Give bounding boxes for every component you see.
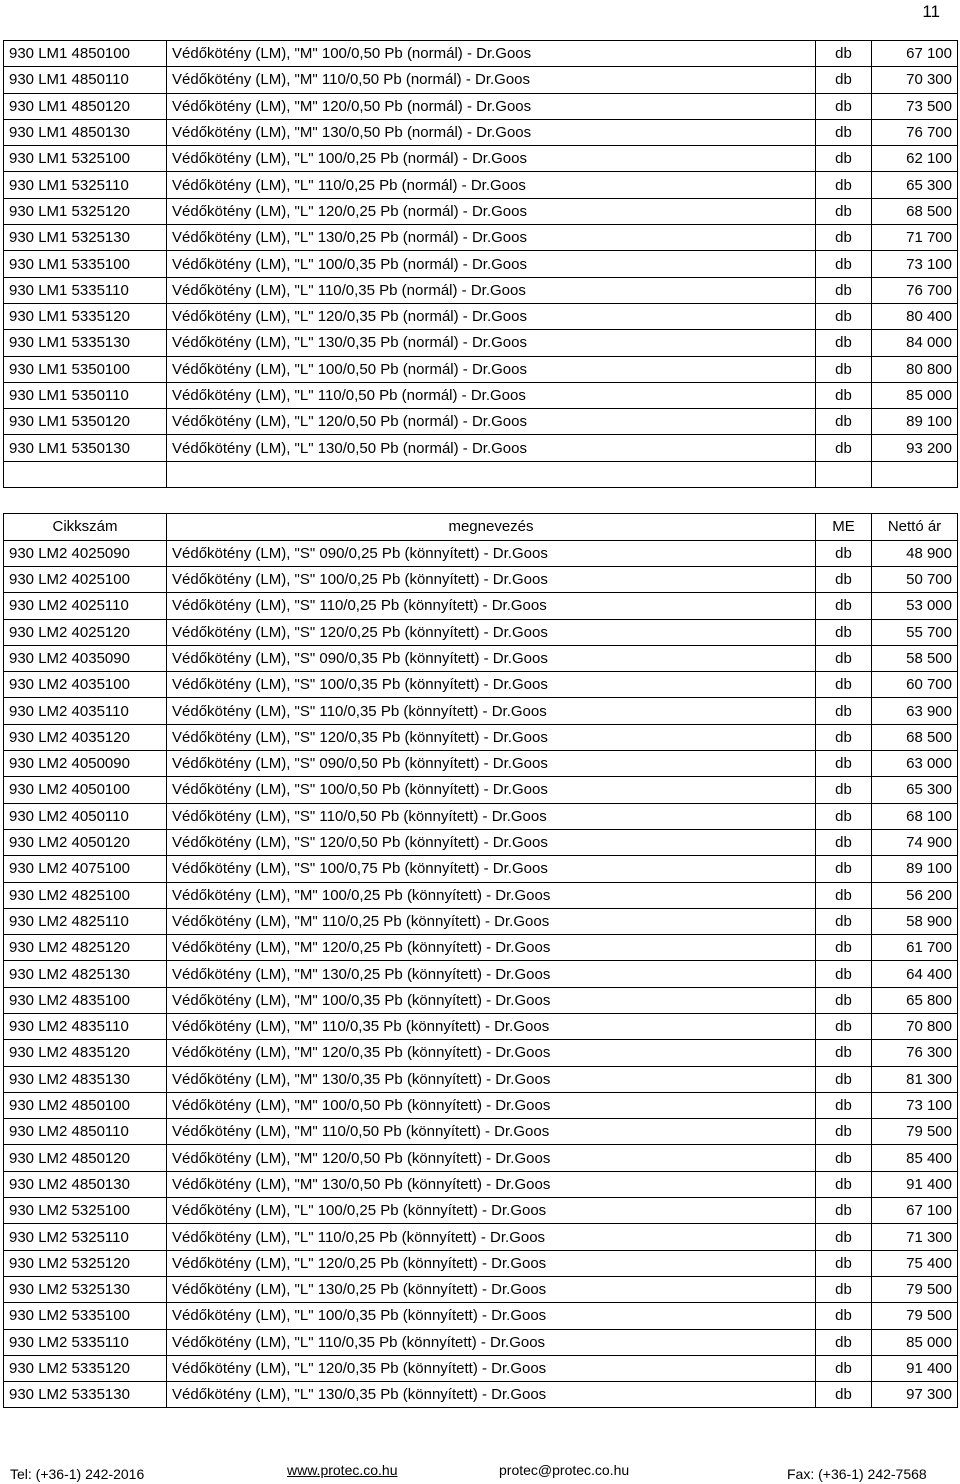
item-price: 58 900 — [872, 908, 958, 934]
item-price: 50 700 — [872, 566, 958, 592]
item-price: 80 800 — [872, 356, 958, 382]
table-header-row — [4, 514, 958, 540]
item-name: Védőkötény (LM), "L" 120/0,50 Pb (normál) - Dr.Goos — [167, 409, 816, 435]
table-row — [4, 645, 958, 671]
item-name: Védőkötény (LM), "M" 110/0,50 Pb (könnyített) - Dr.Goos — [167, 1119, 816, 1145]
footer-email[interactable]: protec@protec.co.hu — [499, 1462, 630, 1478]
item-name: Védőkötény (LM), "S" 090/0,35 Pb (könnyített) - Dr.Goos — [167, 645, 816, 671]
table-row — [4, 698, 958, 724]
item-unit: db — [816, 119, 872, 145]
table-row — [4, 566, 958, 592]
item-unit: db — [816, 1066, 872, 1092]
table-row — [4, 303, 958, 329]
item-name: Védőkötény (LM), "M" 110/0,50 Pb (normál) - Dr.Goos — [167, 67, 816, 93]
table-row — [4, 1355, 958, 1381]
item-price: 60 700 — [872, 672, 958, 698]
item-code: 930 LM2 4025120 — [4, 619, 167, 645]
item-unit: db — [816, 67, 872, 93]
empty-row — [4, 461, 958, 487]
item-price: 68 500 — [872, 724, 958, 750]
header-price: Nettó ár — [872, 514, 958, 540]
item-price: 62 100 — [872, 146, 958, 172]
page-number: 11 — [922, 2, 940, 21]
footer-phone: Tel: (+36-1) 242-2016 — [10, 1466, 145, 1482]
table-row — [4, 435, 958, 461]
item-code: 930 LM2 4825100 — [4, 882, 167, 908]
table-row — [4, 1145, 958, 1171]
item-unit: db — [816, 1224, 872, 1250]
table-row — [4, 1303, 958, 1329]
item-unit: db — [816, 356, 872, 382]
item-unit: db — [816, 303, 872, 329]
item-unit: db — [816, 1250, 872, 1276]
item-unit: db — [816, 1303, 872, 1329]
item-name: Védőkötény (LM), "M" 100/0,35 Pb (könnyített) - Dr.Goos — [167, 987, 816, 1013]
item-unit: db — [816, 698, 872, 724]
item-unit: db — [816, 908, 872, 934]
item-price: 64 400 — [872, 961, 958, 987]
item-name: Védőkötény (LM), "L" 110/0,35 Pb (normál) - Dr.Goos — [167, 277, 816, 303]
item-name: Védőkötény (LM), "M" 110/0,35 Pb (könnyített) - Dr.Goos — [167, 1013, 816, 1039]
item-code: 930 LM1 5325130 — [4, 225, 167, 251]
gap-cell — [4, 488, 958, 514]
item-price: 67 100 — [872, 41, 958, 67]
table-row — [4, 1066, 958, 1092]
item-code: 930 LM1 5325100 — [4, 146, 167, 172]
table-row — [4, 67, 958, 93]
item-name: Védőkötény (LM), "L" 100/0,35 Pb (normál) - Dr.Goos — [167, 251, 816, 277]
table-row — [4, 1329, 958, 1355]
table-row — [4, 1382, 958, 1408]
item-unit: db — [816, 409, 872, 435]
item-price: 63 900 — [872, 698, 958, 724]
table-row — [4, 1040, 958, 1066]
item-unit: db — [816, 619, 872, 645]
item-name: Védőkötény (LM), "M" 130/0,25 Pb (könnyített) - Dr.Goos — [167, 961, 816, 987]
item-code: 930 LM2 4835100 — [4, 987, 167, 1013]
item-unit: db — [816, 803, 872, 829]
item-code: 930 LM2 4050110 — [4, 803, 167, 829]
item-name: Védőkötény (LM), "L" 100/0,25 Pb (könnyített) - Dr.Goos — [167, 1198, 816, 1224]
item-code: 930 LM1 5350110 — [4, 382, 167, 408]
table-row — [4, 225, 958, 251]
item-price: 58 500 — [872, 645, 958, 671]
item-price: 73 100 — [872, 251, 958, 277]
page-footer — [0, 1462, 960, 1484]
item-name: Védőkötény (LM), "L" 120/0,25 Pb (könnyített) - Dr.Goos — [167, 1250, 816, 1276]
item-code: 930 LM2 5335130 — [4, 1382, 167, 1408]
item-name: Védőkötény (LM), "L" 130/0,50 Pb (normál) - Dr.Goos — [167, 435, 816, 461]
item-unit: db — [816, 225, 872, 251]
item-name: Védőkötény (LM), "L" 120/0,25 Pb (normál) - Dr.Goos — [167, 198, 816, 224]
item-price: 79 500 — [872, 1276, 958, 1302]
empty-cell — [167, 461, 816, 487]
header-code: Cikkszám — [4, 514, 167, 540]
item-code: 930 LM2 5325130 — [4, 1276, 167, 1302]
item-code: 930 LM2 5335120 — [4, 1355, 167, 1381]
item-name: Védőkötény (LM), "M" 120/0,50 Pb (könnyített) - Dr.Goos — [167, 1145, 816, 1171]
table-row — [4, 277, 958, 303]
item-name: Védőkötény (LM), "S" 100/0,50 Pb (könnyített) - Dr.Goos — [167, 777, 816, 803]
item-price: 85 000 — [872, 382, 958, 408]
item-code: 930 LM1 5335120 — [4, 303, 167, 329]
item-price: 65 800 — [872, 987, 958, 1013]
item-code: 930 LM1 5335130 — [4, 330, 167, 356]
item-price: 76 700 — [872, 277, 958, 303]
item-unit: db — [816, 829, 872, 855]
item-code: 930 LM2 4050120 — [4, 829, 167, 855]
item-name: Védőkötény (LM), "M" 120/0,25 Pb (könnyített) - Dr.Goos — [167, 935, 816, 961]
item-price: 65 300 — [872, 777, 958, 803]
item-price: 65 300 — [872, 172, 958, 198]
item-unit: db — [816, 93, 872, 119]
table-row — [4, 856, 958, 882]
item-code: 930 LM2 4050090 — [4, 751, 167, 777]
item-price: 91 400 — [872, 1171, 958, 1197]
item-name: Védőkötény (LM), "L" 130/0,25 Pb (könnyített) - Dr.Goos — [167, 1276, 816, 1302]
item-unit: db — [816, 1171, 872, 1197]
item-price: 56 200 — [872, 882, 958, 908]
footer-website-link[interactable]: www.protec.co.hu — [287, 1462, 398, 1478]
item-unit: db — [816, 540, 872, 566]
item-code: 930 LM1 4850110 — [4, 67, 167, 93]
item-unit: db — [816, 856, 872, 882]
table-row — [4, 961, 958, 987]
item-code: 930 LM2 4025100 — [4, 566, 167, 592]
item-price: 73 100 — [872, 1092, 958, 1118]
item-code: 930 LM2 5325120 — [4, 1250, 167, 1276]
item-price: 74 900 — [872, 829, 958, 855]
table-row — [4, 882, 958, 908]
item-price: 79 500 — [872, 1303, 958, 1329]
item-name: Védőkötény (LM), "L" 130/0,35 Pb (normál) - Dr.Goos — [167, 330, 816, 356]
item-unit: db — [816, 882, 872, 908]
item-price: 85 400 — [872, 1145, 958, 1171]
table-row — [4, 751, 958, 777]
item-price: 84 000 — [872, 330, 958, 356]
table-row — [4, 935, 958, 961]
table-row — [4, 724, 958, 750]
table-row — [4, 198, 958, 224]
item-price: 70 300 — [872, 67, 958, 93]
table-row — [4, 593, 958, 619]
item-name: Védőkötény (LM), "S" 100/0,75 Pb (könnyített) - Dr.Goos — [167, 856, 816, 882]
item-name: Védőkötény (LM), "L" 110/0,25 Pb (könnyített) - Dr.Goos — [167, 1224, 816, 1250]
item-unit: db — [816, 987, 872, 1013]
table-row — [4, 172, 958, 198]
table-row — [4, 356, 958, 382]
item-unit: db — [816, 1382, 872, 1408]
item-code: 930 LM2 4035110 — [4, 698, 167, 724]
item-code: 930 LM2 4825110 — [4, 908, 167, 934]
price-list-body — [4, 41, 958, 1408]
table-row — [4, 1171, 958, 1197]
item-price: 80 400 — [872, 303, 958, 329]
item-name: Védőkötény (LM), "M" 130/0,35 Pb (könnyített) - Dr.Goos — [167, 1066, 816, 1092]
item-name: Védőkötény (LM), "L" 100/0,50 Pb (normál) - Dr.Goos — [167, 356, 816, 382]
item-price: 75 400 — [872, 1250, 958, 1276]
item-name: Védőkötény (LM), "L" 100/0,25 Pb (normál) - Dr.Goos — [167, 146, 816, 172]
item-code: 930 LM2 5325100 — [4, 1198, 167, 1224]
item-code: 930 LM2 4835120 — [4, 1040, 167, 1066]
item-name: Védőkötény (LM), "S" 120/0,25 Pb (könnyített) - Dr.Goos — [167, 619, 816, 645]
item-unit: db — [816, 1013, 872, 1039]
item-name: Védőkötény (LM), "M" 100/0,25 Pb (könnyített) - Dr.Goos — [167, 882, 816, 908]
item-code: 930 LM2 4825130 — [4, 961, 167, 987]
header-unit: ME — [816, 514, 872, 540]
table-row — [4, 1250, 958, 1276]
item-price: 55 700 — [872, 619, 958, 645]
item-unit: db — [816, 330, 872, 356]
table-row — [4, 908, 958, 934]
item-code: 930 LM2 4035100 — [4, 672, 167, 698]
item-unit: db — [816, 1198, 872, 1224]
table-row — [4, 119, 958, 145]
item-unit: db — [816, 961, 872, 987]
item-unit: db — [816, 198, 872, 224]
item-code: 930 LM2 4825120 — [4, 935, 167, 961]
item-price: 68 500 — [872, 198, 958, 224]
item-code: 930 LM2 4050100 — [4, 777, 167, 803]
item-code: 930 LM2 4025090 — [4, 540, 167, 566]
item-name: Védőkötény (LM), "L" 130/0,25 Pb (normál) - Dr.Goos — [167, 225, 816, 251]
table-row — [4, 251, 958, 277]
table-row — [4, 1276, 958, 1302]
item-unit: db — [816, 41, 872, 67]
item-unit: db — [816, 645, 872, 671]
item-name: Védőkötény (LM), "S" 120/0,35 Pb (könnyített) - Dr.Goos — [167, 724, 816, 750]
item-unit: db — [816, 566, 872, 592]
item-unit: db — [816, 172, 872, 198]
empty-cell — [4, 461, 167, 487]
item-price: 89 100 — [872, 409, 958, 435]
item-name: Védőkötény (LM), "S" 120/0,50 Pb (könnyített) - Dr.Goos — [167, 829, 816, 855]
item-price: 85 000 — [872, 1329, 958, 1355]
item-unit: db — [816, 935, 872, 961]
item-unit: db — [816, 1145, 872, 1171]
table-row — [4, 1198, 958, 1224]
item-unit: db — [816, 1119, 872, 1145]
item-code: 930 LM1 5325120 — [4, 198, 167, 224]
item-code: 930 LM1 4850120 — [4, 93, 167, 119]
table-row — [4, 146, 958, 172]
item-name: Védőkötény (LM), "S" 110/0,35 Pb (könnyített) - Dr.Goos — [167, 698, 816, 724]
item-name: Védőkötény (LM), "S" 100/0,35 Pb (könnyített) - Dr.Goos — [167, 672, 816, 698]
item-code: 930 LM1 5350130 — [4, 435, 167, 461]
item-unit: db — [816, 672, 872, 698]
item-unit: db — [816, 1355, 872, 1381]
item-price: 79 500 — [872, 1119, 958, 1145]
item-unit: db — [816, 724, 872, 750]
item-price: 48 900 — [872, 540, 958, 566]
item-name: Védőkötény (LM), "L" 100/0,35 Pb (könnyített) - Dr.Goos — [167, 1303, 816, 1329]
item-code: 930 LM1 5335100 — [4, 251, 167, 277]
table-row — [4, 1013, 958, 1039]
item-unit: db — [816, 277, 872, 303]
item-code: 930 LM2 4075100 — [4, 856, 167, 882]
item-price: 97 300 — [872, 1382, 958, 1408]
item-unit: db — [816, 1040, 872, 1066]
empty-cell — [816, 461, 872, 487]
item-price: 61 700 — [872, 935, 958, 961]
item-price: 53 000 — [872, 593, 958, 619]
item-unit: db — [816, 382, 872, 408]
item-code: 930 LM2 4035090 — [4, 645, 167, 671]
item-code: 930 LM2 4025110 — [4, 593, 167, 619]
table-row — [4, 540, 958, 566]
table-row — [4, 382, 958, 408]
table-row — [4, 1092, 958, 1118]
item-name: Védőkötény (LM), "M" 130/0,50 Pb (normál) - Dr.Goos — [167, 119, 816, 145]
table-row — [4, 93, 958, 119]
header-name: megnevezés — [167, 514, 816, 540]
item-code: 930 LM2 4035120 — [4, 724, 167, 750]
item-unit: db — [816, 251, 872, 277]
item-name: Védőkötény (LM), "L" 120/0,35 Pb (normál) - Dr.Goos — [167, 303, 816, 329]
item-code: 930 LM1 5350120 — [4, 409, 167, 435]
item-name: Védőkötény (LM), "M" 100/0,50 Pb (könnyített) - Dr.Goos — [167, 1092, 816, 1118]
price-list-table — [3, 40, 958, 1408]
item-code: 930 LM1 4850130 — [4, 119, 167, 145]
item-code: 930 LM2 5335110 — [4, 1329, 167, 1355]
item-name: Védőkötény (LM), "M" 100/0,50 Pb (normál) - Dr.Goos — [167, 41, 816, 67]
item-name: Védőkötény (LM), "M" 130/0,50 Pb (könnyített) - Dr.Goos — [167, 1171, 816, 1197]
table-row — [4, 987, 958, 1013]
item-name: Védőkötény (LM), "L" 110/0,25 Pb (normál) - Dr.Goos — [167, 172, 816, 198]
item-name: Védőkötény (LM), "L" 130/0,35 Pb (könnyített) - Dr.Goos — [167, 1382, 816, 1408]
table-row — [4, 41, 958, 67]
item-price: 73 500 — [872, 93, 958, 119]
item-code: 930 LM2 5325110 — [4, 1224, 167, 1250]
table-row — [4, 330, 958, 356]
item-unit: db — [816, 593, 872, 619]
item-price: 71 700 — [872, 225, 958, 251]
item-unit: db — [816, 1092, 872, 1118]
item-code: 930 LM2 4835110 — [4, 1013, 167, 1039]
item-name: Védőkötény (LM), "M" 110/0,25 Pb (könnyített) - Dr.Goos — [167, 908, 816, 934]
item-code: 930 LM1 4850100 — [4, 41, 167, 67]
item-unit: db — [816, 751, 872, 777]
table-row — [4, 672, 958, 698]
item-code: 930 LM2 4835130 — [4, 1066, 167, 1092]
item-price: 89 100 — [872, 856, 958, 882]
empty-cell — [872, 461, 958, 487]
item-unit: db — [816, 1276, 872, 1302]
item-code: 930 LM2 4850100 — [4, 1092, 167, 1118]
item-price: 93 200 — [872, 435, 958, 461]
gap-row — [4, 488, 958, 514]
item-code: 930 LM2 5335100 — [4, 1303, 167, 1329]
item-price: 76 300 — [872, 1040, 958, 1066]
table-row — [4, 1224, 958, 1250]
item-price: 63 000 — [872, 751, 958, 777]
item-code: 930 LM2 4850120 — [4, 1145, 167, 1171]
table-row — [4, 829, 958, 855]
item-name: Védőkötény (LM), "S" 090/0,50 Pb (könnyített) - Dr.Goos — [167, 751, 816, 777]
table-row — [4, 619, 958, 645]
item-code: 930 LM1 5325110 — [4, 172, 167, 198]
item-code: 930 LM1 5350100 — [4, 356, 167, 382]
table-row — [4, 777, 958, 803]
item-name: Védőkötény (LM), "S" 110/0,25 Pb (könnyített) - Dr.Goos — [167, 593, 816, 619]
item-unit: db — [816, 146, 872, 172]
item-name: Védőkötény (LM), "L" 120/0,35 Pb (könnyített) - Dr.Goos — [167, 1355, 816, 1381]
item-price: 76 700 — [872, 119, 958, 145]
item-price: 70 800 — [872, 1013, 958, 1039]
item-unit: db — [816, 435, 872, 461]
table-row — [4, 409, 958, 435]
item-price: 71 300 — [872, 1224, 958, 1250]
item-price: 91 400 — [872, 1355, 958, 1381]
item-unit: db — [816, 1329, 872, 1355]
item-name: Védőkötény (LM), "M" 120/0,50 Pb (normál) - Dr.Goos — [167, 93, 816, 119]
item-name: Védőkötény (LM), "S" 100/0,25 Pb (könnyített) - Dr.Goos — [167, 566, 816, 592]
item-unit: db — [816, 777, 872, 803]
item-name: Védőkötény (LM), "L" 110/0,50 Pb (normál) - Dr.Goos — [167, 382, 816, 408]
item-name: Védőkötény (LM), "L" 110/0,35 Pb (könnyített) - Dr.Goos — [167, 1329, 816, 1355]
item-name: Védőkötény (LM), "S" 090/0,25 Pb (könnyített) - Dr.Goos — [167, 540, 816, 566]
item-code: 930 LM1 5335110 — [4, 277, 167, 303]
footer-fax: Fax: (+36-1) 242-7568 — [787, 1466, 927, 1482]
item-name: Védőkötény (LM), "S" 110/0,50 Pb (könnyített) - Dr.Goos — [167, 803, 816, 829]
item-price: 67 100 — [872, 1198, 958, 1224]
item-price: 68 100 — [872, 803, 958, 829]
item-price: 81 300 — [872, 1066, 958, 1092]
table-row — [4, 1119, 958, 1145]
table-row — [4, 803, 958, 829]
item-code: 930 LM2 4850130 — [4, 1171, 167, 1197]
item-name: Védőkötény (LM), "M" 120/0,35 Pb (könnyített) - Dr.Goos — [167, 1040, 816, 1066]
item-code: 930 LM2 4850110 — [4, 1119, 167, 1145]
